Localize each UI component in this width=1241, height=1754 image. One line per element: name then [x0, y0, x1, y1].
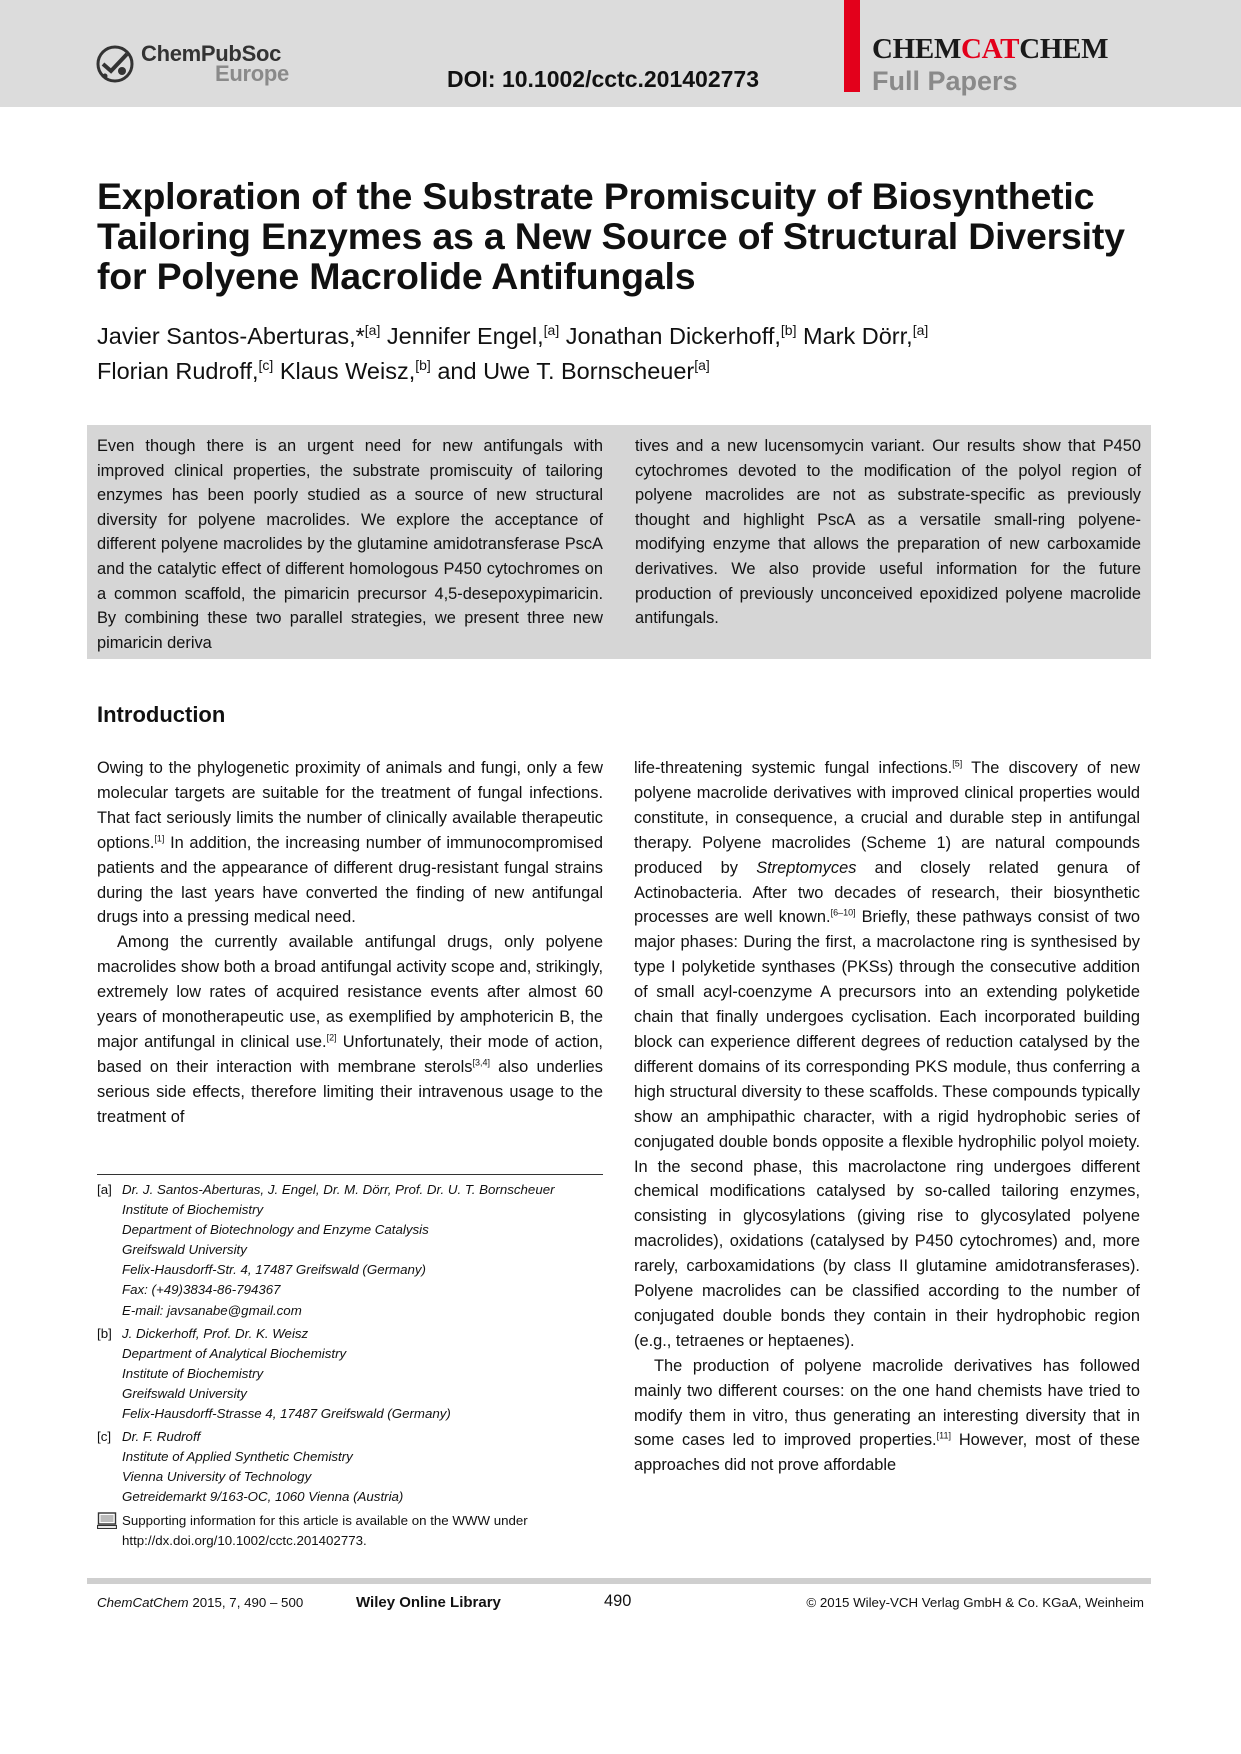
footer-divider — [87, 1578, 1151, 1584]
author-name: Javier Santos-Aberturas,* — [97, 322, 365, 349]
author-affiliation-mark: [a] — [912, 322, 929, 338]
article-type: Full Papers — [872, 66, 1018, 96]
footnote-line: Greifswald University — [122, 1242, 247, 1258]
citation-reference: [2] — [326, 1032, 337, 1043]
citation-reference: [6–10] — [830, 907, 856, 918]
body-text: The discovery of new polyene macrolide derivatives with improved clinical properties would constitute, in consequence, a crucial and durable step in antifungal therapy. Polyene macrolides (Scheme 1) are natural compounds produced by — [634, 759, 1140, 877]
citation-reference: [11] — [936, 1431, 951, 1441]
section-heading-introduction: Introduction — [97, 702, 226, 727]
doi-label[interactable]: DOI: 10.1002/cctc.201402773 — [447, 66, 760, 92]
copyright-notice: © 2015 Wiley-VCH Verlag GmbH & Co. KGaA, Weinheim — [806, 1595, 1144, 1610]
footnote-line: Greifswald University — [122, 1385, 247, 1401]
footnote-line: J. Dickerhoff, Prof. Dr. K. Weisz — [122, 1325, 309, 1341]
footnote-line: Institute of Applied Synthetic Chemistry — [122, 1449, 353, 1465]
supporting-info-link[interactable]: http://dx.doi.org/10.1002/cctc.201402773. — [122, 1532, 367, 1548]
author-affiliation-mark: [a] — [364, 322, 381, 338]
footnote-line: Getreidemarkt 9/163-OC, 1060 Vienna (Austria) — [122, 1489, 404, 1505]
journal-logo-part2: CAT — [961, 33, 1020, 65]
journal-logo — [872, 33, 1108, 66]
footnote-line: Dr. F. Rudroff — [122, 1429, 201, 1445]
footer-citation — [97, 1595, 303, 1610]
affiliation-footnotes — [97, 1180, 607, 1551]
author-affiliation-mark: [a] — [543, 322, 560, 338]
footnote-label: [a] — [97, 1182, 112, 1197]
citation-reference: [3,4] — [472, 1057, 490, 1068]
italic-term: Streptomyces — [756, 858, 857, 877]
citation-reference: [1] — [154, 833, 165, 844]
body-text: also underlies serious side effects, therefore limiting their intravenous usage to the treatment of — [97, 1057, 603, 1126]
body-column-left — [97, 756, 603, 1150]
body-text: In addition, the increasing number of immunocompromised patients and the appearance of different drug-resistant fungal strains during the last years have converted the finding of new antifungal drugs into a pressing medical need. — [97, 833, 603, 927]
body-paragraph — [634, 756, 1140, 1354]
footnote-line: Institute of Biochemistry — [122, 1202, 264, 1218]
body-text: Owing to the phylogenetic proximity of animals and fungi, only a few molecular targets are suitable for the treatment of fungal infections. That fact seriously limits the number of clinically available therapeutic options. — [97, 759, 603, 852]
article-title: Exploration of the Substrate Promiscuity of Biosynthetic Tailoring Enzymes as a New Source of Structural Diversity for Polyene Macrolide Antifungals — [97, 175, 1125, 297]
journal-logo-part1: CHEM — [872, 33, 962, 65]
abstract-box — [87, 425, 1151, 659]
body-paragraph — [97, 756, 603, 930]
supporting-info-text: Supporting information for this article is available on the WWW under — [122, 1512, 528, 1528]
author-list — [97, 316, 1157, 386]
footnote-line: Felix-Hausdorff-Str. 4, 17487 Greifswald (Germany) — [122, 1262, 426, 1278]
affiliation-footnote — [97, 1427, 607, 1507]
body-column-right — [634, 756, 1140, 1562]
body-text: The production of polyene macrolide derivatives has followed mainly two different courses: on the one hand chemists have tried to modify them in vitro, thus generating an interesting diversity that in some cases led to improved properties. — [634, 1356, 1140, 1450]
footnote-line: Department of Biotechnology and Enzyme Catalysis — [122, 1222, 429, 1238]
author-name: Jonathan Dickerhoff, — [565, 322, 781, 349]
footnote-line: Vienna University of Technology — [122, 1469, 312, 1485]
publisher-region: Europe — [215, 61, 289, 86]
footnote-line: Fax: (+49)3834-86-794367 — [122, 1282, 281, 1298]
footnote-label: [c] — [97, 1429, 112, 1445]
author-name: and Uwe T. Bornscheuer — [437, 357, 695, 384]
publisher-name: ChemPubSoc — [141, 41, 282, 66]
publisher-logo[interactable] — [95, 41, 289, 86]
body-text: Unfortunately, their mode of action, based on their interaction with membrane sterols — [97, 1032, 603, 1076]
footnote-line[interactable]: E-mail: javsanabe@gmail.com — [122, 1302, 302, 1318]
author-name: Mark Dörr, — [803, 322, 913, 349]
body-text: Briefly, these pathways consist of two major phases: During the first, a macrolactone ring is synthesised by type I polyketide synthases (PKSs) through the consecutive addition of small acyl-coenzyme A precursors into an extending polyketide chain that finally undergoes cyclisation. Each incorporated building block can experience different degrees of reduction catalysed by the different domains of its corresponding PKS module, thus conferring a high structural diversity to these scaffolds. These compounds typically show an amphipathic character, with a rigid hydrophobic series of conjugated double bonds opposite a flexible hydrophilic polyol moiety. In the second phase, this macrolactone ring undergoes different chemical modifications catalysed by so-called tailoring enzymes, consisting in glycosylations (giving rise to glycosylated polyene macrolides), oxidations (catalysed by P450 cytochromes) and, more rarely, carboxamidations (by class II glutamine amidotransferases). Polyene macrolides can be classified according to the number of conjugated double bonds they contain in their hydrophobic region (e.g., tetraenes or heptaenes). — [634, 908, 1140, 1350]
header-band — [0, 0, 1241, 107]
body-text: and closely related genura of Actinobacteria. After two decades of research, their biosynthetic processes are well known. — [634, 858, 1140, 927]
publisher-logo-icon — [95, 44, 135, 84]
footnote-line: Felix-Hausdorff-Strasse 4, 17487 Greifswald (Germany) — [122, 1406, 451, 1422]
body-text: Among the currently available antifungal drugs, only polyene macrolides show both a broad antifungal activity scope and, strikingly, extremely low rates of acquired resistance events after almost 60 years of monotherapeutic use, as exemplified by amphotericin B, the major antifungal in clinical use. — [97, 933, 603, 1051]
affiliation-footnote — [97, 1180, 607, 1321]
author-affiliation-mark: [b] — [780, 322, 797, 338]
computer-icon — [97, 1511, 122, 1551]
footer-library-link[interactable]: Wiley Online Library — [356, 1594, 501, 1611]
author-name: Jennifer Engel, — [386, 322, 544, 349]
footnote-line: Institute of Biochemistry — [122, 1365, 264, 1381]
journal-accent-bar — [844, 0, 860, 92]
footnote-line: Department of Analytical Biochemistry — [122, 1345, 347, 1361]
supporting-info-note — [97, 1511, 607, 1551]
footnote-line: Dr. J. Santos-Aberturas, J. Engel, Dr. M. Dörr, Prof. Dr. U. T. Bornscheuer — [122, 1182, 555, 1197]
author-affiliation-mark: [b] — [415, 356, 431, 373]
body-paragraph — [97, 930, 603, 1129]
footer-journal-details: 2015, 7, 490 – 500 — [188, 1595, 304, 1610]
body-paragraph — [634, 1354, 1140, 1479]
footer-journal-name: ChemCatChem — [97, 1595, 189, 1610]
abstract-column-left: Even though there is an urgent need for new antifungals with improved clinical properties, the substrate promiscuity of tailoring enzymes has been poorly studied as a source of new structural diversity for polyene macrolides. We explore the acceptance of different polyene macrolides by the glutamine amidotransferase PscA and the catalytic effect of different homologous P450 cytochromes on a common scaffold, the pimaricin precursor 4,5-desepoxypimaricin. By combining these two parallel strategies, we present three new pimaricin deriva — [97, 437, 603, 652]
body-text: However, most of these approaches did not prove affordable — [634, 1431, 1140, 1475]
citation-reference: [5] — [952, 758, 963, 769]
page-number: 490 — [604, 1592, 632, 1610]
footnote-divider — [97, 1174, 603, 1175]
abstract-column-right: tives and a new lucensomycin variant. Our results show that P450 cytochromes devoted to the modification of the polyol region of polyene macrolides are not as substrate-specific as previously thought and highlight PscA as a versatile small-ring polyene-modifying enzyme that allows the preparation of new carboxamide derivatives. We also provide useful information for the future production of previously unconceived epoxidized polyene macrolide antifungals. — [635, 437, 1141, 628]
author-name: Klaus Weisz, — [279, 357, 416, 384]
affiliation-footnote — [97, 1324, 607, 1424]
author-affiliation-mark: [a] — [694, 356, 710, 373]
body-text: life-threatening systemic fungal infections. — [634, 759, 953, 777]
author-affiliation-mark: [c] — [258, 356, 274, 373]
footnote-label: [b] — [97, 1325, 112, 1341]
journal-logo-part3: CHEM — [1019, 33, 1109, 65]
author-name: Florian Rudroff, — [97, 357, 259, 384]
